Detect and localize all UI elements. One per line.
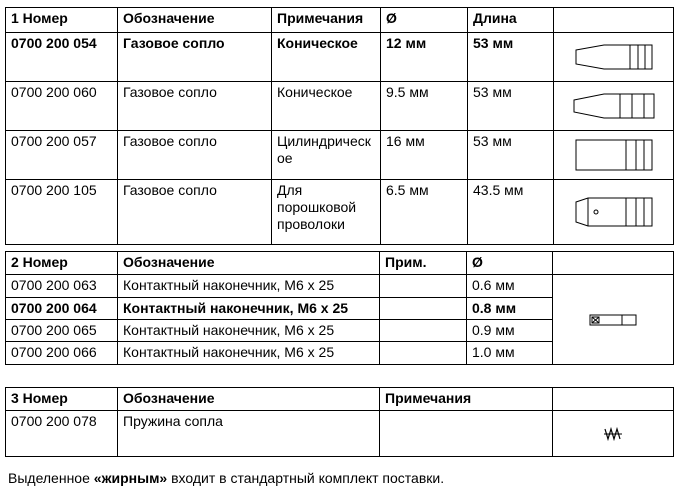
header-number: 2 Номер — [6, 252, 118, 275]
header-diameter: Ø — [381, 8, 468, 33]
conical-nozzle-icon — [554, 82, 674, 131]
length: 43.5 мм — [468, 180, 554, 245]
diameter: 16 мм — [381, 131, 468, 180]
designation: Контактный наконечник, M6 x 25 — [118, 275, 380, 298]
designation: Газовое сопло — [118, 180, 272, 245]
part-number: 0700 200 063 — [6, 275, 118, 298]
conical-nozzle-icon — [554, 33, 674, 82]
header-diameter: Ø — [467, 252, 553, 275]
flux-core-nozzle-icon — [554, 180, 674, 245]
table-row — [6, 33, 674, 82]
part-number: 0700 200 105 — [6, 180, 118, 245]
length: 53 мм — [468, 33, 554, 82]
diameter: 0.9 мм — [467, 320, 553, 342]
header-image — [553, 388, 674, 411]
note — [380, 275, 467, 298]
header-image — [553, 252, 674, 275]
note — [380, 298, 467, 320]
header-designation: Обозначение — [118, 388, 380, 411]
footnote-text-end: входит в стандартный комплект поставки. — [167, 470, 445, 486]
designation: Газовое сопло — [118, 33, 272, 82]
table-row — [6, 275, 674, 298]
note — [380, 411, 553, 457]
diameter: 6.5 мм — [381, 180, 468, 245]
length: 53 мм — [468, 82, 554, 131]
table-row — [6, 180, 674, 245]
table-row — [6, 411, 674, 457]
cylindrical-nozzle-icon — [554, 131, 674, 180]
header-notes: Примечания — [380, 388, 553, 411]
header-notes: Прим. — [380, 252, 467, 275]
part-number: 0700 200 057 — [6, 131, 118, 180]
table-row — [6, 82, 674, 131]
diameter: 0.6 мм — [467, 275, 553, 298]
designation: Газовое сопло — [118, 82, 272, 131]
header-number: 3 Номер — [6, 388, 118, 411]
part-number: 0700 200 065 — [6, 320, 118, 342]
note: Для порошковой проволоки — [272, 180, 381, 245]
contact-tip-icon — [553, 275, 674, 365]
table-header-row — [6, 8, 674, 33]
table-row — [6, 131, 674, 180]
part-number: 0700 200 078 — [6, 411, 118, 457]
header-designation: Обозначение — [118, 252, 380, 275]
designation: Газовое сопло — [118, 131, 272, 180]
gas-nozzle-table — [5, 7, 674, 245]
contact-tip-table — [5, 251, 674, 365]
header-designation: Обозначение — [118, 8, 272, 33]
length: 53 мм — [468, 131, 554, 180]
nozzle-spring-icon — [553, 411, 674, 457]
footnote-bold: «жирным» — [93, 470, 168, 486]
designation: Контактный наконечник, M6 x 25 — [118, 320, 380, 342]
table-header-row — [6, 388, 674, 411]
note: Коническое — [272, 82, 381, 131]
part-number: 0700 200 066 — [6, 342, 118, 365]
designation: Контактный наконечник, M6 x 25 — [118, 298, 380, 320]
part-number: 0700 200 054 — [6, 33, 118, 82]
nozzle-spring-table — [5, 387, 674, 457]
note: Коническое — [272, 33, 381, 82]
note: Цилиндрическое — [272, 131, 381, 180]
header-number: 1 Номер — [6, 8, 118, 33]
diameter: 9.5 мм — [381, 82, 468, 131]
designation: Контактный наконечник, M6 x 25 — [118, 342, 380, 365]
footnote-text: Выделенное — [8, 470, 94, 486]
footnote — [8, 470, 444, 486]
table-header-row — [6, 252, 674, 275]
header-length: Длина — [468, 8, 554, 33]
diameter: 0.8 мм — [467, 298, 553, 320]
diameter: 12 мм — [381, 33, 468, 82]
diameter: 1.0 мм — [467, 342, 553, 365]
note — [380, 342, 467, 365]
designation: Пружина сопла — [118, 411, 380, 457]
part-number: 0700 200 060 — [6, 82, 118, 131]
header-notes: Примечания — [272, 8, 381, 33]
part-number: 0700 200 064 — [6, 298, 118, 320]
header-image — [554, 8, 674, 33]
note — [380, 320, 467, 342]
